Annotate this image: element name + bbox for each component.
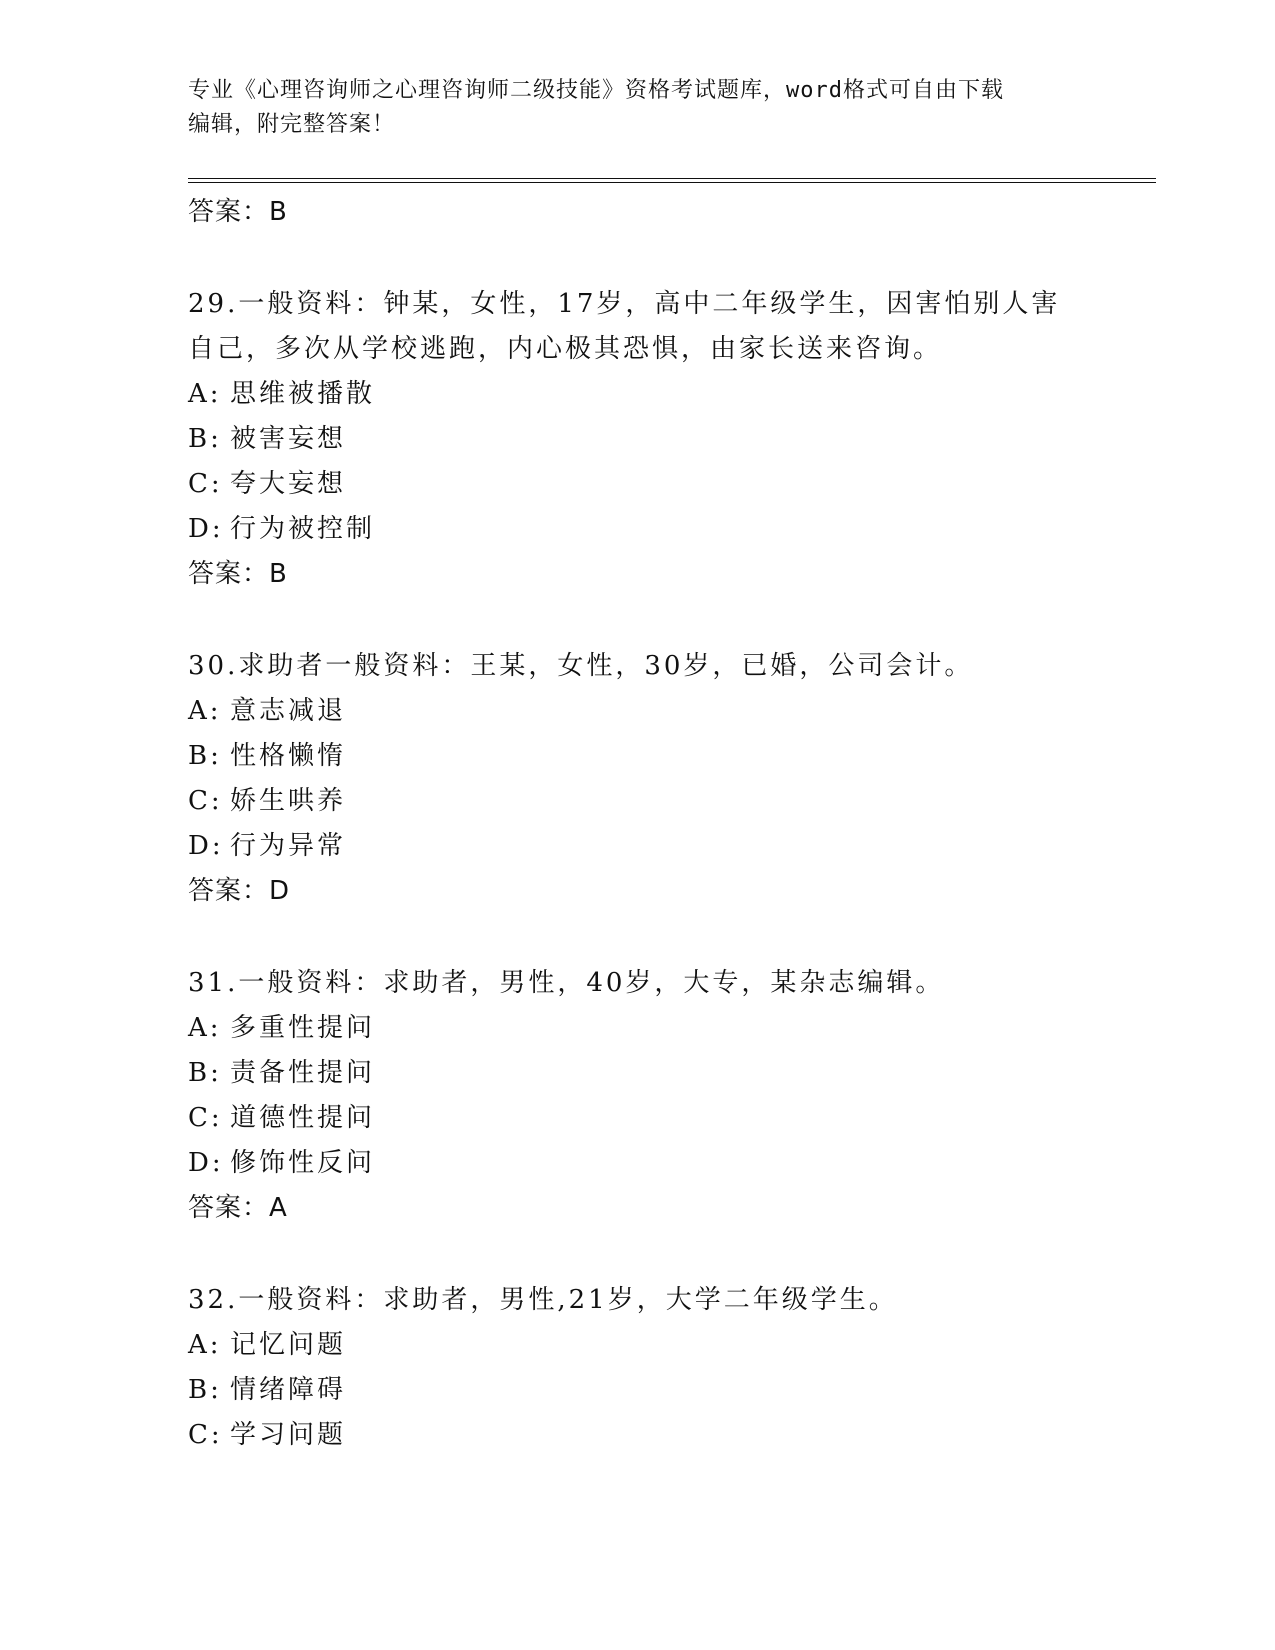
- option-text: 夸大妄想: [230, 469, 347, 499]
- option-d: [188, 507, 1088, 552]
- question-list: [188, 190, 1088, 1458]
- document-header: [188, 74, 1088, 142]
- answer-line: 答案：B: [188, 197, 288, 227]
- option-text: 行为异常: [230, 831, 347, 861]
- option-key: A:: [188, 1330, 222, 1360]
- option-key: B:: [188, 424, 222, 454]
- option-text: 性格懒惰: [230, 741, 347, 771]
- option-text: 责备性提问: [230, 1058, 376, 1088]
- question-block: [188, 961, 1088, 1230]
- question-stem: 30.求助者一般资料：王某，女性，30岁，已婚，公司会计。: [188, 651, 974, 681]
- option-d: [188, 1141, 1088, 1186]
- option-c: [188, 1413, 1088, 1458]
- option-a: [188, 689, 1088, 734]
- option-key: B:: [188, 1375, 222, 1405]
- option-key: C:: [188, 469, 223, 499]
- option-text: 情绪障碍: [230, 1375, 347, 1405]
- question-stem: 29.一般资料：钟某，女性，17岁，高中二年级学生，因害怕别人害自己，多次从学校逃跑，内心极其恐惧，由家长送来咨询。: [188, 289, 1061, 364]
- option-text: 娇生哄养: [230, 786, 347, 816]
- option-text: 被害妄想: [230, 424, 347, 454]
- question-block: [188, 282, 1088, 596]
- option-b: [188, 734, 1088, 779]
- question-stem: 32.一般资料：求助者，男性,21岁，大学二年级学生。: [188, 1285, 898, 1315]
- option-text: 行为被控制: [230, 514, 376, 544]
- option-key: B:: [188, 741, 222, 771]
- option-key: A:: [188, 379, 222, 409]
- option-b: [188, 417, 1088, 462]
- option-key: C:: [188, 1103, 223, 1133]
- option-key: C:: [188, 1420, 223, 1450]
- option-text: 记忆问题: [230, 1330, 347, 1360]
- option-text: 多重性提问: [230, 1013, 376, 1043]
- option-b: [188, 1368, 1088, 1413]
- header-line-1: 专业《心理咨询师之心理咨询师二级技能》资格考试题库，word格式可自由下载: [188, 78, 1004, 103]
- answer-line: 答案：B: [188, 559, 288, 589]
- option-key: D:: [188, 1148, 224, 1178]
- question-block: [188, 1278, 1088, 1458]
- option-b: [188, 1051, 1088, 1096]
- option-key: D:: [188, 831, 224, 861]
- option-text: 意志减退: [230, 696, 347, 726]
- option-d: [188, 824, 1088, 869]
- option-key: A:: [188, 1013, 222, 1043]
- option-c: [188, 1096, 1088, 1141]
- option-key: C:: [188, 786, 223, 816]
- option-a: [188, 1323, 1088, 1368]
- option-key: B:: [188, 1058, 222, 1088]
- option-key: A:: [188, 696, 222, 726]
- answer-line: 答案：A: [188, 1193, 288, 1223]
- option-text: 思维被播散: [230, 379, 376, 409]
- question-block: [188, 644, 1088, 913]
- option-text: 道德性提问: [230, 1103, 376, 1133]
- header-divider: [188, 178, 1156, 183]
- option-text: 学习问题: [230, 1420, 347, 1450]
- option-c: [188, 779, 1088, 824]
- answer-line: 答案：D: [188, 876, 291, 906]
- option-c: [188, 462, 1088, 507]
- option-a: [188, 1006, 1088, 1051]
- option-a: [188, 372, 1088, 417]
- header-line-2: 编辑，附完整答案！: [188, 112, 396, 137]
- option-text: 修饰性反问: [230, 1148, 376, 1178]
- option-key: D:: [188, 514, 224, 544]
- question-stem: 31.一般资料：求助者，男性，40岁，大专，某杂志编辑。: [188, 968, 945, 998]
